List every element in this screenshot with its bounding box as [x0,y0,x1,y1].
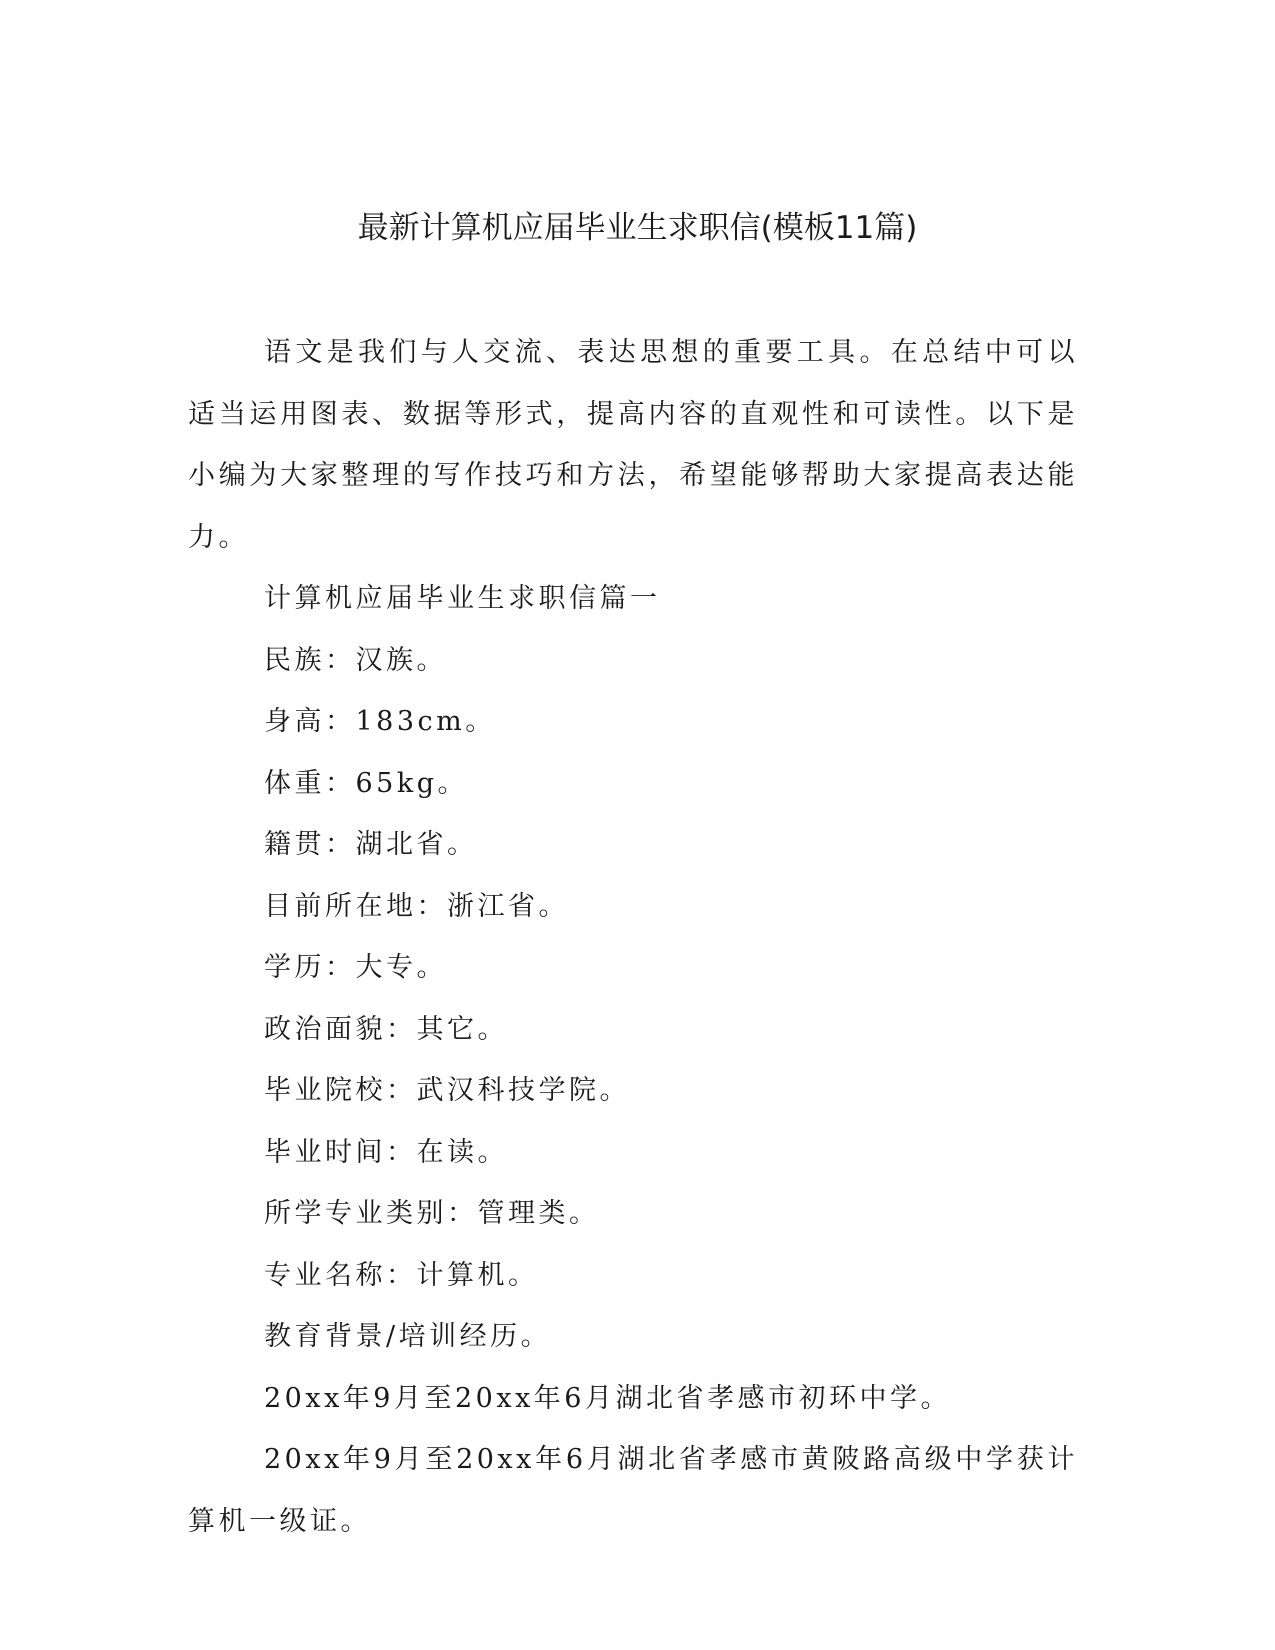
info-line-current-location: 目前所在地：浙江省。 [264,890,569,922]
info-line-weight: 体重：65kg。 [264,767,469,799]
info-line-political-status: 政治面貌：其它。 [264,1013,508,1045]
paragraph-intro: 语文是我们与人交流、表达思想的重要工具。在总结中可以适当运用图表、数据等形式，提高内容的直观性和可读性。以下是小编为大家整理的写作技巧和方法，希望能够帮助大家提高表达能力。 [188,337,1078,553]
education-entry-middle-school: 20xx年9月至20xx年6月湖北省孝感市初环中学。 [264,1382,951,1414]
info-line-education: 学历：大专。 [264,952,447,983]
info-line-major-name: 专业名称：计算机。 [264,1259,539,1291]
info-line-major-category: 所学专业类别：管理类。 [264,1198,600,1229]
section-heading: 计算机应届毕业生求职信篇一 [264,583,661,614]
info-line-school: 毕业院校：武汉科技学院。 [264,1075,630,1106]
info-line-graduation-time: 毕业时间：在读。 [264,1136,508,1168]
info-line-education-background: 教育背景/培训经历。 [264,1321,552,1352]
info-line-height: 身高：183cm。 [264,706,496,737]
info-line-native-place: 籍贯：湖北省。 [264,829,478,860]
document-title: 最新计算机应届毕业生求职信(模板11篇) [357,210,918,246]
info-line-ethnicity: 民族：汉族。 [264,644,447,676]
education-entry-high-school: 20xx年9月至20xx年6月湖北省孝感市黄陂路高级中学获计算机一级证。 [188,1444,1078,1537]
document-body [188,322,1078,1552]
